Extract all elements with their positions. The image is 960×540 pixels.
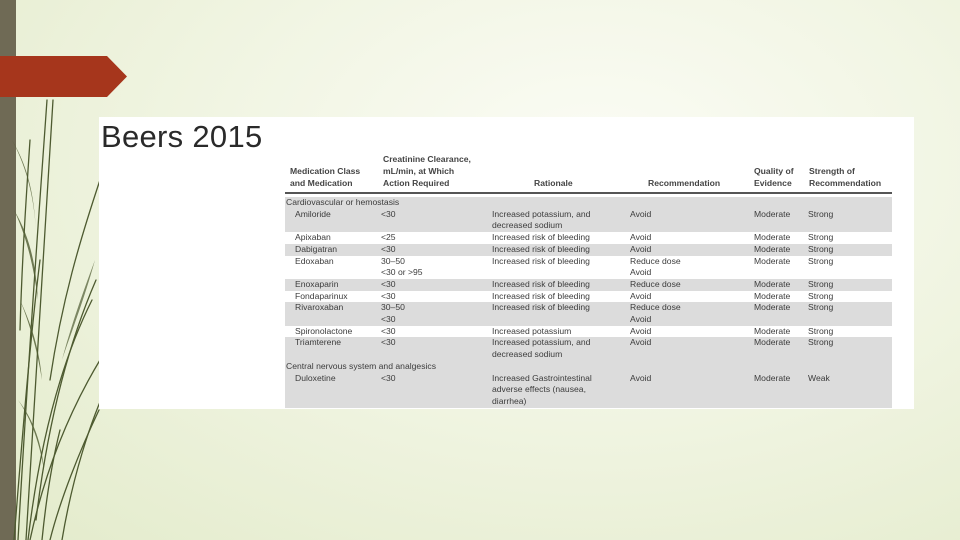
table-header	[282, 117, 892, 192]
cell-strength: Strong	[808, 255, 834, 266]
cell-creatinine-clearance: <30	[381, 337, 396, 348]
cell-strength: Strong	[808, 302, 834, 313]
cell-strength: Strong	[808, 325, 834, 336]
header-quality-of-evidence: Quality of Evidence	[754, 166, 794, 188]
cell-quality: Moderate	[754, 278, 791, 289]
cell-quality: Moderate	[754, 243, 791, 254]
cell-medication: Edoxaban	[295, 255, 334, 266]
cell-strength: Weak	[808, 372, 830, 383]
beers-criteria-table	[282, 117, 892, 409]
table-row	[285, 232, 892, 244]
header-creatinine-clearance: Creatinine Clearance, mL/min, at Which Action Required	[383, 154, 471, 188]
cell-recommendation: Avoid	[630, 325, 652, 336]
cell-quality: Moderate	[754, 302, 791, 313]
cell-strength: Strong	[808, 337, 834, 348]
cell-medication: Duloxetine	[295, 372, 336, 383]
cell-rationale: Increased potassium, and decreased sodium	[492, 208, 591, 231]
table-row	[285, 244, 892, 256]
cell-quality: Moderate	[754, 232, 791, 243]
cell-medication: Enoxaparin	[295, 278, 339, 289]
cell-quality: Moderate	[754, 290, 791, 301]
cell-quality: Moderate	[754, 337, 791, 348]
table-row	[285, 373, 892, 408]
cell-rationale: Increased risk of bleeding	[492, 290, 590, 301]
cell-quality: Moderate	[754, 372, 791, 383]
cell-medication: Dabigatran	[295, 243, 338, 254]
cell-rationale: Increased risk of bleeding	[492, 302, 590, 313]
header-recommendation: Recommendation	[648, 178, 721, 188]
table-row	[285, 256, 892, 279]
table-row	[285, 337, 892, 360]
cell-creatinine-clearance: <30	[381, 278, 396, 289]
cell-strength: Strong	[808, 232, 834, 243]
cell-rationale: Increased potassium	[492, 325, 572, 336]
cell-recommendation: Avoid	[630, 372, 652, 383]
cell-quality: Moderate	[754, 255, 791, 266]
cell-recommendation: Avoid	[630, 232, 652, 243]
cell-creatinine-clearance: <30	[381, 372, 396, 383]
cell-creatinine-clearance: <30	[381, 290, 396, 301]
cell-recommendation: Avoid	[630, 337, 652, 348]
table-image	[99, 117, 914, 409]
cell-medication: Triamterene	[295, 337, 342, 348]
table-row	[285, 209, 892, 232]
slide-title: Beers 2015	[101, 119, 263, 154]
cell-medication: Apixaban	[295, 232, 331, 243]
section-label: Central nervous system and analgesics	[286, 360, 436, 371]
cell-strength: Strong	[808, 278, 834, 289]
table-row	[285, 326, 892, 338]
cell-creatinine-clearance: <30	[381, 208, 396, 219]
cell-creatinine-clearance: <30	[381, 243, 396, 254]
cell-recommendation: Reduce dose Avoid	[630, 302, 681, 325]
cell-rationale: Increased risk of bleeding	[492, 232, 590, 243]
cell-rationale: Increased risk of bleeding	[492, 243, 590, 254]
cell-medication: Spironolactone	[295, 325, 353, 336]
cell-recommendation: Avoid	[630, 243, 652, 254]
cell-medication: Rivaroxaban	[295, 302, 344, 313]
cell-strength: Strong	[808, 208, 834, 219]
cell-rationale: Increased risk of bleeding	[492, 255, 590, 266]
header-rationale: Rationale	[534, 178, 573, 188]
cell-creatinine-clearance: <30	[381, 325, 396, 336]
cell-strength: Strong	[808, 243, 834, 254]
cell-creatinine-clearance: <25	[381, 232, 396, 243]
header-strength-of-recommendation: Strength of Recommendation	[809, 166, 882, 188]
section-row	[285, 197, 892, 209]
cell-recommendation: Reduce dose	[630, 278, 681, 289]
table-row	[285, 279, 892, 291]
table-body	[285, 197, 892, 408]
table-row	[285, 302, 892, 325]
cell-creatinine-clearance: 30–50 <30	[381, 302, 405, 325]
section-row	[285, 361, 892, 373]
cell-recommendation: Avoid	[630, 208, 652, 219]
cell-rationale: Increased Gastrointestinal adverse effects (nausea, diarrhea)	[492, 372, 592, 406]
cell-rationale: Increased risk of bleeding	[492, 278, 590, 289]
arrow-tab-icon	[0, 56, 127, 97]
cell-recommendation: Avoid	[630, 290, 652, 301]
section-label: Cardiovascular or hemostasis	[286, 197, 400, 207]
cell-quality: Moderate	[754, 208, 791, 219]
cell-strength: Strong	[808, 290, 834, 301]
header-medication: Medication Class and Medication	[290, 166, 361, 188]
cell-recommendation: Reduce dose Avoid	[630, 255, 681, 278]
table-row	[285, 291, 892, 303]
cell-medication: Fondaparinux	[295, 290, 348, 301]
header-rule	[285, 192, 892, 194]
cell-rationale: Increased potassium, and decreased sodium	[492, 337, 591, 360]
cell-creatinine-clearance: 30–50 <30 or >95	[381, 255, 423, 278]
cell-quality: Moderate	[754, 325, 791, 336]
cell-medication: Amiloride	[295, 208, 331, 219]
